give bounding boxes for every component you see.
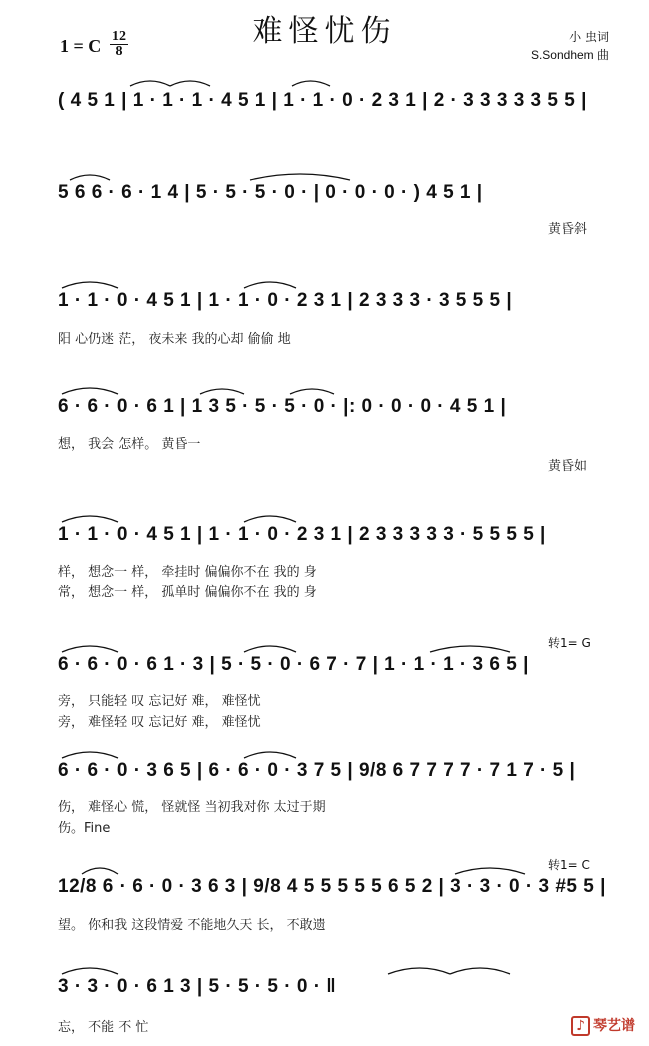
system-4-lyrics-2: 黄昏如 <box>548 459 588 474</box>
slur <box>130 81 170 86</box>
slur <box>62 752 118 758</box>
slur <box>70 175 110 180</box>
system-9-notes: 3 · 3 · 0 · 6 1 3 | 5 · 5 · 5 · 0 · ‖ <box>58 976 337 997</box>
song-title: 难怪忧伤 <box>252 14 397 49</box>
slur <box>244 282 296 288</box>
slur <box>200 389 244 394</box>
system-3-lyrics: 阳 心仍迷 茫， 夜未来 我的心却 偷偷 地 <box>58 332 291 347</box>
system-9-lyrics: 忘， 不能 不 忙 <box>58 1020 149 1035</box>
system-6-notes: 6 · 6 · 0 · 6 1 · 3 | 5 · 5 · 0 · 6 7 · 7 | 1 · 1 · 1 · 3 6 5 | <box>58 654 529 675</box>
system-3-notes: 1 · 1 · 0 · 4 5 1 | 1 · 1 · 0 · 2 3 1 | 2 3 3 3 · 3 5 5 5 | <box>58 290 513 311</box>
system-5-notes: 1 · 1 · 0 · 4 5 1 | 1 · 1 · 0 · 2 3 1 | 2 3 3 3 3 3 · 5 5 5 5 | <box>58 524 546 545</box>
slur <box>170 81 210 86</box>
composer-credit: S.Sondhem 曲 <box>530 48 609 62</box>
slur <box>292 81 330 86</box>
slur <box>244 646 296 652</box>
slur <box>62 388 118 394</box>
site-watermark <box>571 1015 635 1036</box>
modulation-to-g: 转1= G <box>548 636 591 650</box>
slur <box>62 282 118 288</box>
slur <box>388 968 450 974</box>
slur <box>62 968 118 974</box>
system-1-notes: ( 4 5 1 | 1 · 1 · 1 · 4 5 1 | 1 · 1 · 0 · 2 3 1 | 2 · 3 3 3 3 3 5 5 | <box>58 90 587 111</box>
system-8-lyrics: 望。 你和我 这段情爱 不能地久天 长， 不敢遗 <box>58 918 326 933</box>
slur <box>430 646 510 652</box>
slur <box>82 868 118 874</box>
watermark-text: 琴艺谱 <box>593 1018 635 1034</box>
logo-icon: ♪ <box>571 1016 590 1036</box>
slur <box>450 968 510 974</box>
slur <box>62 646 118 652</box>
time-signature-bottom: 8 <box>110 44 128 59</box>
system-7-lyrics-1: 伤， 难怪心 慌， 怪就怪 当初我对你 太过于期 <box>58 800 326 815</box>
system-6-lyrics-1: 旁， 只能轻 叹 忘记好 难， 难怪忧 <box>58 694 261 709</box>
modulation-to-c: 转1= C <box>548 858 590 872</box>
system-7-lyrics-2: 伤。Fine <box>58 821 111 836</box>
slur <box>244 516 296 522</box>
slur <box>250 174 350 180</box>
slur <box>290 389 334 394</box>
slur <box>455 868 525 874</box>
lyricist-credit: 小 虫词 <box>569 30 609 44</box>
system-2-notes: 5 6 6 · 6 · 1 4 | 5 · 5 · 5 · 0 · | 0 · 0 · 0 · ) 4 5 1 | <box>58 182 483 203</box>
key-signature: 1 = C <box>60 36 102 56</box>
system-4-notes: 6 · 6 · 0 · 6 1 | 1 3 5 · 5 · 5 · 0 · |: 0 · 0 · 0 · 4 5 1 | <box>58 396 507 417</box>
system-8-notes: 12/8 6 · 6 · 0 · 3 6 3 | 9/8 4 5 5 5 5 5 6 5 2 | 3 · 3 · 0 · 3 #5 5 | <box>58 876 606 897</box>
system-7-notes: 6 · 6 · 0 · 3 6 5 | 6 · 6 · 0 · 3 7 5 | 9/8 6 7 7 7 7 · 7 1 7 · 5 | <box>58 760 576 781</box>
system-5-lyrics-1: 样， 想念一 样， 牵挂时 偏偏你不在 我的 身 <box>58 565 317 580</box>
system-5-lyrics-2: 常， 想念一 样， 孤单时 偏偏你不在 我的 身 <box>58 585 317 600</box>
system-4-lyrics-1: 想， 我会 怎样。 黄昏一 <box>58 437 201 452</box>
system-6-lyrics-2: 旁， 难怪轻 叹 忘记好 难， 难怪忧 <box>58 715 261 730</box>
slur <box>244 752 296 758</box>
slur <box>62 516 118 522</box>
system-2-lyrics: 黄昏斜 <box>548 222 588 237</box>
time-signature-top: 12 <box>112 29 126 44</box>
